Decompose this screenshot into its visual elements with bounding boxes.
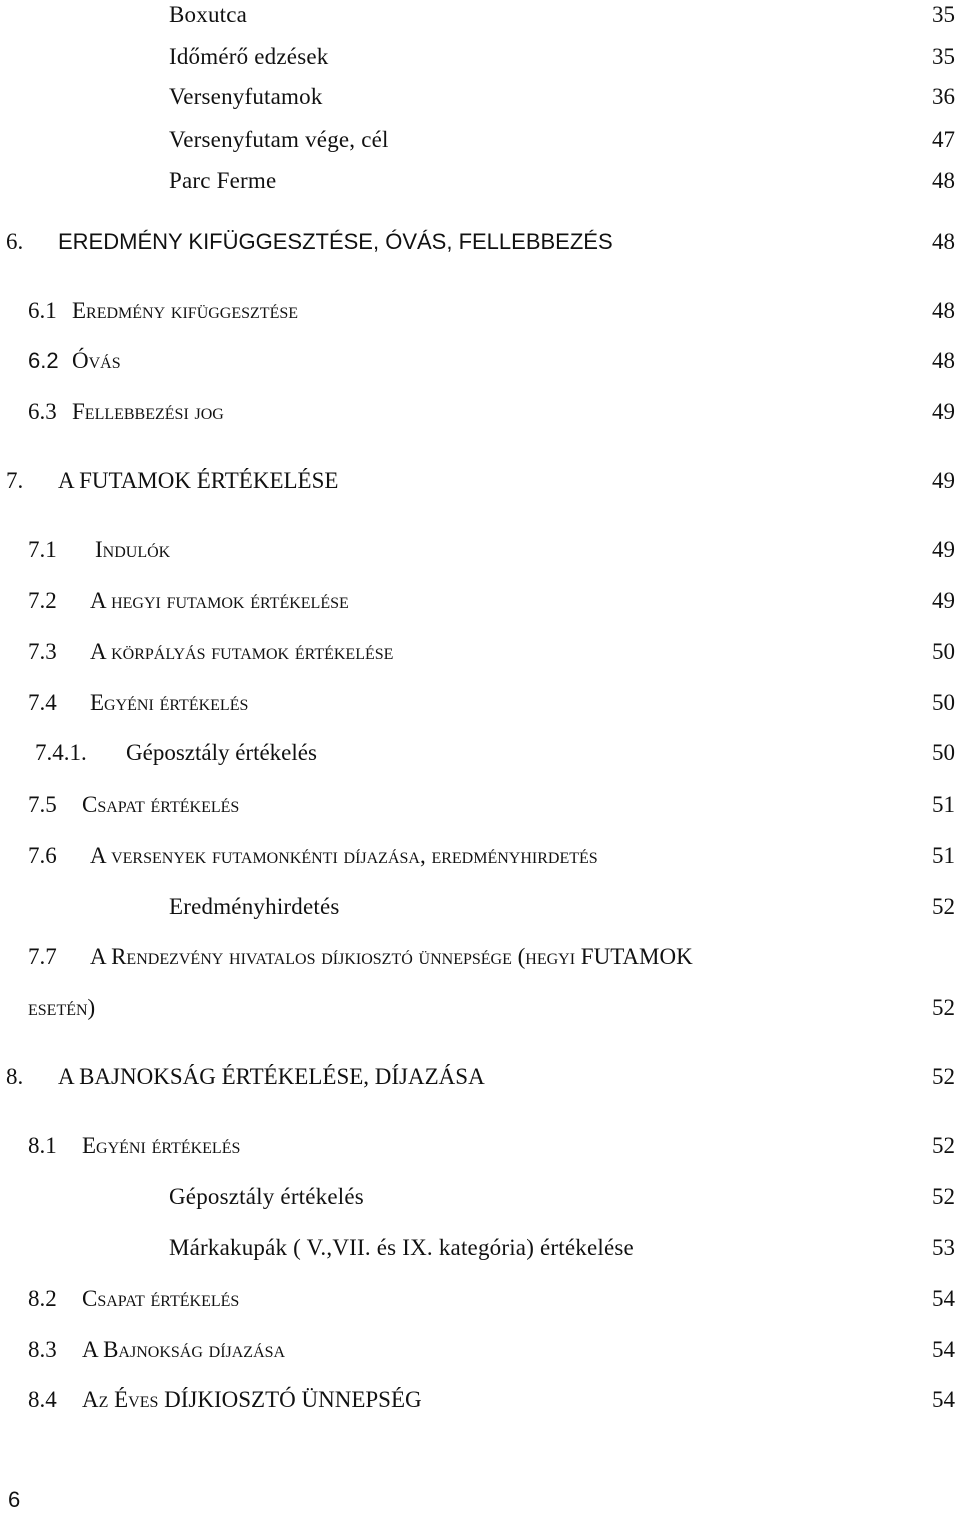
toc-section-7-3[interactable]	[0, 637, 960, 677]
toc-section-7-2[interactable]	[0, 586, 960, 626]
toc-entry-title: Egyéni értékelés	[82, 1133, 241, 1158]
toc-entry-page: 52	[932, 894, 955, 919]
toc-entry-page: 48	[932, 348, 955, 373]
toc-entry-title: A versenyek futamonkénti díjazása, eredményhirdetés	[90, 843, 598, 868]
toc-entry-number: 7.1	[28, 537, 57, 562]
toc-entry-title: Csapat értékelés	[82, 792, 240, 817]
toc-entry-title: Óvás	[72, 348, 121, 373]
toc-entry[interactable]	[0, 1182, 960, 1222]
toc-entry-title: A körpályás futamok értékelése	[90, 639, 394, 664]
toc-entry[interactable]	[0, 892, 960, 932]
toc-entry-title-continuation: esetén)	[28, 995, 96, 1020]
toc-entry-number: 7.5	[28, 792, 57, 817]
toc-entry-number: 7.4.1.	[35, 740, 87, 765]
toc-entry-page: 49	[932, 468, 955, 493]
toc-section-6-1[interactable]	[0, 296, 960, 336]
toc-entry[interactable]	[0, 1233, 960, 1273]
toc-entry-number: 8.1	[28, 1133, 57, 1158]
toc-entry-page: 49	[932, 588, 955, 613]
toc-entry-title: Versenyfutamok	[169, 84, 323, 109]
toc-entry-title: A FUTAMOK ÉRTÉKELÉSE	[58, 468, 339, 493]
toc-entry-page: 48	[932, 229, 955, 254]
toc-entry[interactable]	[0, 125, 960, 165]
toc-section-7[interactable]	[0, 466, 960, 506]
page-number: 6	[8, 1487, 21, 1512]
toc-entry-page: 48	[932, 168, 955, 193]
toc-entry-page: 35	[932, 44, 955, 69]
toc-entry-number: 8.	[6, 1064, 24, 1089]
toc-section-8[interactable]	[0, 1062, 960, 1102]
toc-entry-title: Az Éves DÍJKIOSZTÓ ÜNNEPSÉG	[82, 1387, 422, 1412]
toc-entry-title: Boxutca	[169, 2, 248, 27]
toc-entry[interactable]	[0, 82, 960, 122]
toc-entry-number: 7.	[6, 468, 24, 493]
toc-entry-number: 7.2	[28, 588, 57, 613]
toc-entry-title: A Bajnokság díjazása	[82, 1337, 286, 1362]
toc-entry-title: Géposztály értékelés	[169, 1184, 364, 1209]
toc-entry-number: 6.3	[28, 399, 57, 424]
toc-section-8-4[interactable]	[0, 1385, 960, 1425]
toc-entry-title: Géposztály értékelés	[126, 740, 317, 765]
toc-entry-page: 48	[932, 298, 955, 323]
toc-entry-title: Eredményhirdetés	[169, 894, 340, 919]
toc-section-7-6[interactable]	[0, 841, 960, 881]
toc-section-7-4-1[interactable]	[0, 738, 960, 778]
toc-entry-page: 53	[932, 1235, 955, 1260]
toc-section-8-3[interactable]	[0, 1335, 960, 1375]
toc-entry[interactable]	[0, 0, 960, 40]
toc-entry-page: 49	[932, 399, 955, 424]
toc-entry-page: 54	[932, 1387, 955, 1412]
toc-section-6-2[interactable]	[0, 346, 960, 386]
toc-entry-page: 47	[932, 127, 955, 152]
toc-entry-number: 8.3	[28, 1337, 57, 1362]
toc-section-7-1[interactable]	[0, 535, 960, 575]
toc-entry-title: Márkakupák ( V.,VII. és IX. kategória) értékelése	[169, 1235, 634, 1260]
toc-entry-title: Egyéni értékelés	[90, 690, 249, 715]
toc-section-6-3[interactable]	[0, 397, 960, 437]
toc-entry-number: 7.6	[28, 843, 57, 868]
toc-entry-page: 36	[932, 84, 955, 109]
toc-entry[interactable]	[0, 166, 960, 206]
toc-entry-page: 35	[932, 2, 955, 27]
toc-entry-page: 52	[932, 1064, 955, 1089]
toc-section-7-4[interactable]	[0, 688, 960, 728]
toc-entry-page: 49	[932, 537, 955, 562]
toc-entry-title: Eredmény kifüggesztése	[72, 298, 299, 323]
toc-entry-number: 6.2	[28, 348, 59, 373]
toc-entry-title: A hegyi futamok értékelése	[90, 588, 349, 613]
toc-section-7-5[interactable]	[0, 790, 960, 830]
toc-section-8-1[interactable]	[0, 1131, 960, 1171]
toc-entry-title: Időmérő edzések	[169, 44, 329, 69]
toc-entry-title: Versenyfutam vége, cél	[169, 127, 389, 152]
toc-entry-number: 7.7	[28, 944, 57, 969]
toc-entry-page: 54	[932, 1337, 955, 1362]
toc-entry-number: 6.	[6, 229, 24, 254]
toc-entry-title: Parc Ferme	[169, 168, 277, 193]
toc-entry-page: 51	[932, 843, 955, 868]
toc-entry-page: 52	[932, 1184, 955, 1209]
toc-entry-number: 6.1	[28, 298, 57, 323]
toc-entry-title: A BAJNOKSÁG ÉRTÉKELÉSE, DÍJAZÁSA	[58, 1064, 485, 1089]
toc-entry-number: 8.4	[28, 1387, 57, 1412]
toc-entry-title: Fellebbezési jog	[72, 399, 224, 424]
toc-section-8-2[interactable]	[0, 1284, 960, 1324]
toc-entry-number: 7.3	[28, 639, 57, 664]
toc-entry-page: 51	[932, 792, 955, 817]
toc-entry-page: 50	[932, 639, 955, 664]
toc-entry[interactable]	[0, 42, 960, 82]
toc-entry-title: EREDMÉNY KIFÜGGESZTÉSE, ÓVÁS, FELLEBBEZÉS	[58, 229, 613, 254]
toc-section-7-7-continuation[interactable]	[0, 993, 960, 1033]
toc-entry-title: A Rendezvény hivatalos díjkiosztó ünnepsége (hegyi FUTAMOK	[90, 944, 693, 969]
toc-entry-page: 52	[932, 995, 955, 1020]
toc-entry-number: 7.4	[28, 690, 57, 715]
toc-entry-page: 54	[932, 1286, 955, 1311]
toc-entry-page: 50	[932, 690, 955, 715]
toc-entry-title: Indulók	[95, 537, 171, 562]
toc-entry-page: 50	[932, 740, 955, 765]
toc-entry-title: Csapat értékelés	[82, 1286, 240, 1311]
toc-section-7-7[interactable]	[0, 942, 960, 982]
toc-entry-page: 52	[932, 1133, 955, 1158]
toc-entry-number: 8.2	[28, 1286, 57, 1311]
toc-section-6[interactable]	[0, 227, 960, 267]
